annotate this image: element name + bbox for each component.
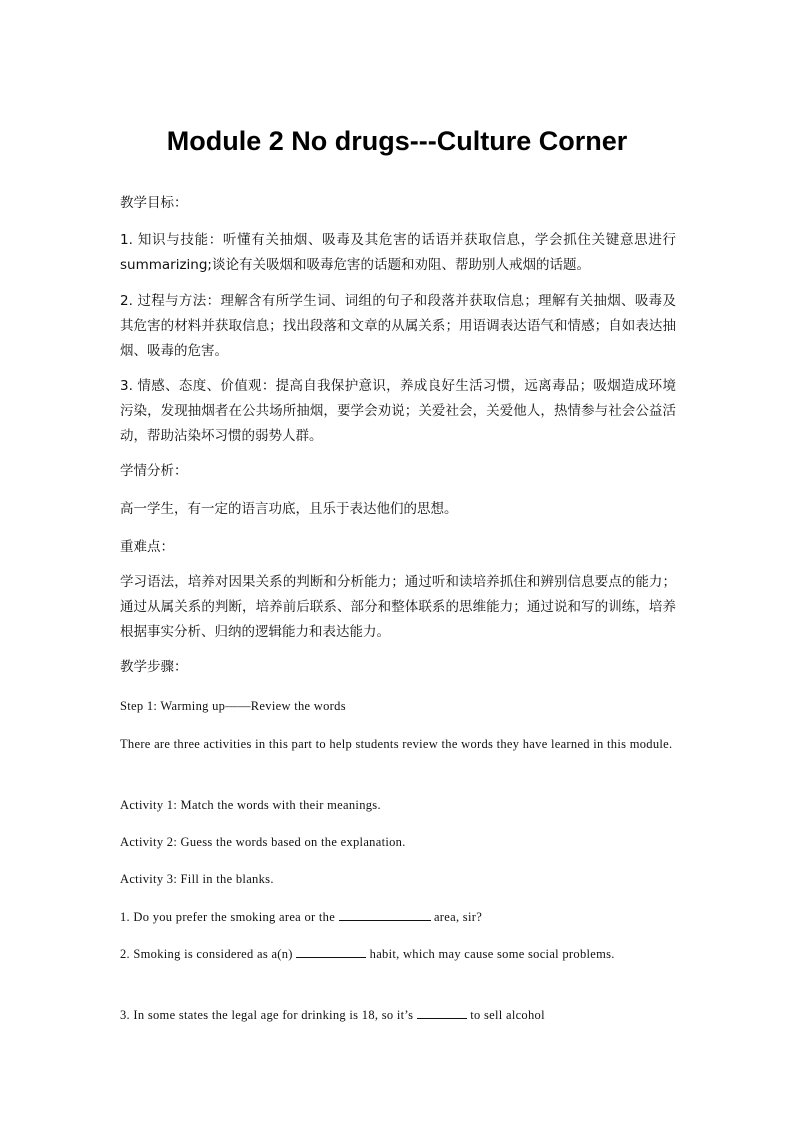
goal-2: 2. 过程与方法：理解含有所学生词、词组的句子和段落并获取信息；理解有关抽烟、吸毒及其危害的材料并获取信息；找出段落和文章的从属关系；用语调表达语气和情感；自如表达抽烟、吸毒的危害。 [120,293,676,359]
steps-heading: 教学步骤： [120,659,188,675]
analysis-text: 高一学生，有一定的语言功底，且乐于表达他们的思想。 [120,501,458,517]
question-1-end: area, sir? [433,910,483,924]
goal-1: 1. 知识与技能：听懂有关抽烟、吸毒及其危害的话语并获取信息，学会抓住关键意思进行summarizing;谈论有关吸烟和吸毒危害的话题和劝阻、帮助别人戒烟的话题。 [120,232,676,273]
question-3-start: 3. In some states the legal age for drinking is 18, so it’s [120,1008,414,1022]
question-1-start: 1. Do you prefer the smoking area or the [120,910,336,924]
analysis-heading: 学情分析： [120,463,188,479]
step-1-heading: Step 1: Warming up——Review the words [120,699,346,713]
step-1-description: There are three activities in this part to help students review the words they have learned in this module. [120,737,673,751]
question-2-end: habit, which may cause some social problems. [369,947,615,961]
question-2 [120,942,676,966]
goal-3: 3. 情感、态度、价值观：提高自我保护意识，养成良好生活习惯，远离毒品；吸烟造成环境污染，发现抽烟者在公共场所抽烟，要学会劝说；关爱社会，关爱他人，热情参与社会公益活动，帮助沾染坏习惯的弱势人群。 [120,378,676,444]
question-3-end: to sell alcohol [470,1008,545,1022]
goals-heading: 教学目标： [120,195,188,211]
key-text: 学习语法，培养对因果关系的判断和分析能力；通过听和读培养抓住和辨别信息要点的能力；通过从属关系的判断，培养前后联系、部分和整体联系的思维能力；通过说和写的训练，培养根据事实分析、归纳的逻辑能力和表达能力。 [120,574,676,640]
question-3 [120,1003,676,1027]
question-2-start: 2. Smoking is considered as a(n) [120,947,293,961]
question-2-blank [296,943,366,958]
activity-2: Activity 2: Guess the words based on the explanation. [120,835,406,849]
question-1-blank [339,906,431,921]
key-heading: 重难点： [120,539,174,555]
activity-3: Activity 3: Fill in the blanks. [120,872,274,886]
activity-1: Activity 1: Match the words with their meanings. [120,798,381,812]
question-3-blank [417,1004,467,1019]
page-title: Module 2 No drugs---Culture Corner [166,126,628,156]
question-1 [120,905,676,929]
